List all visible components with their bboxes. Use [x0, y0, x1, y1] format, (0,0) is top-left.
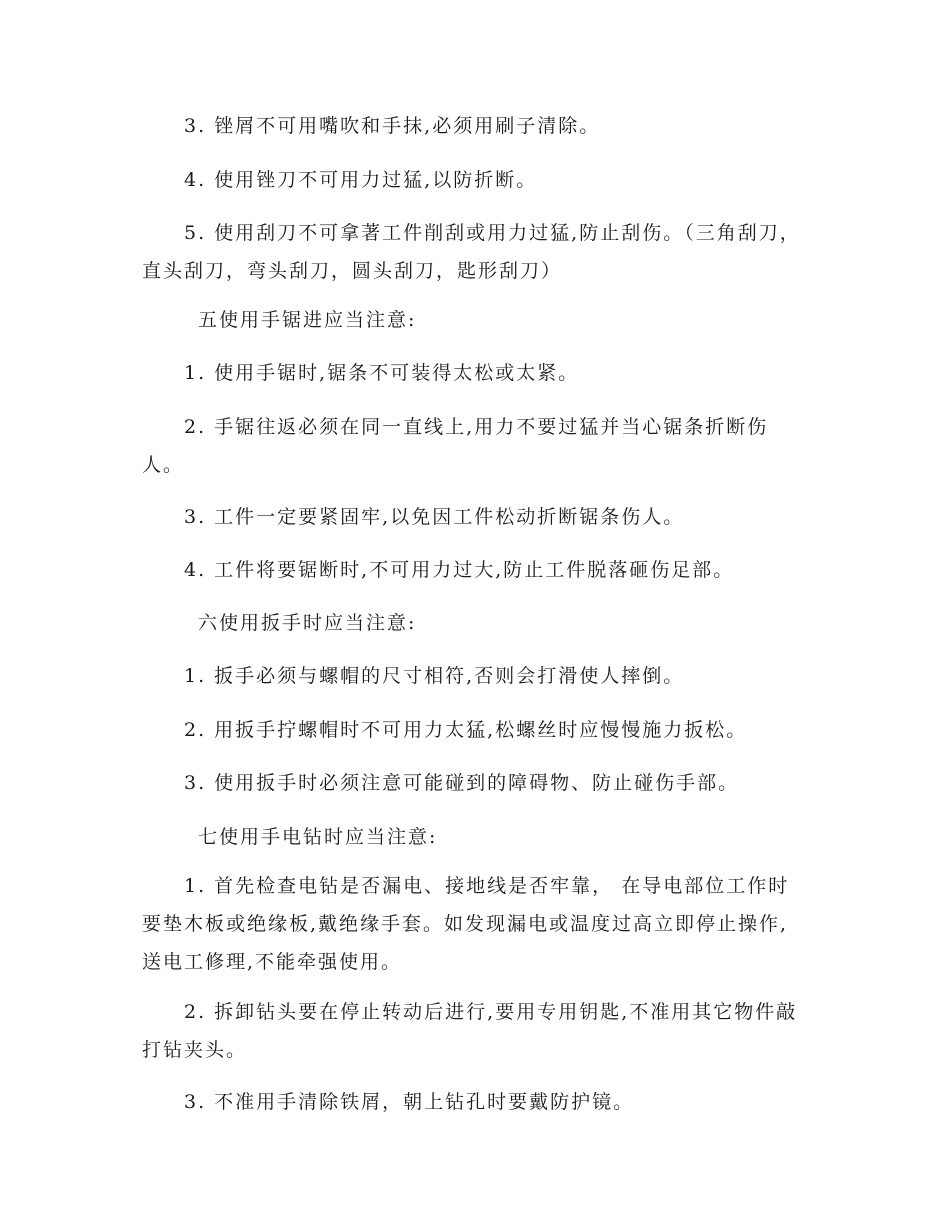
paragraph-filing-debris: 3. 锉屑不可用嘴吹和手抹,必须用刷子清除。 [184, 115, 601, 137]
paragraph-wrench-size: 1. 扳手必须与螺帽的尺寸相符,否则会打滑使人摔倒。 [184, 665, 685, 687]
paragraph-drill-inspection: 1. 首先检查电钻是否漏电、接地线是否牢靠， 在导电部位工作时要垫木板或绝缘板,戴绝缘手套。如发现漏电或温度过高立即停止操作,送电工修理,不能牵强使用。 [142, 875, 790, 973]
paragraph-wrench-obstacles: 3. 使用扳手时必须注意可能碰到的障碍物、防止碰伤手部。 [184, 772, 740, 794]
paragraph-saw-straight-line: 2. 手锯往返必须在同一直线上,用力不要过猛并当心锯条折断伤人。 [142, 416, 769, 476]
paragraph-saw-blade-tension: 1. 使用手锯时,锯条不可装得太松或太紧。 [184, 362, 580, 384]
paragraph-workpiece-cutoff: 4. 工件将要锯断时,不可用力过大,防止工件脱落砸伤足部。 [184, 559, 735, 581]
paragraph-drill-debris: 3. 不准用手清除铁屑，朝上钻孔时要戴防护镜。 [184, 1091, 635, 1113]
paragraph-file-force: 4. 使用锉刀不可用力过猛,以防折断。 [184, 169, 538, 191]
section-heading-electric-drill: 七使用手电钻时应当注意: [198, 826, 438, 848]
section-heading-hand-saw: 五使用手锯进应当注意: [198, 309, 417, 331]
paragraph-drill-bit-removal: 2. 拆卸钻头要在停止转动后进行,要用专用钥匙,不准用其它物件敲打钻夹头。 [142, 1001, 798, 1061]
paragraph-wrench-force: 2. 用扳手拧螺帽时不可用力太猛,松螺丝时应慢慢施力扳松。 [184, 719, 748, 741]
paragraph-workpiece-clamp: 3. 工件一定要紧固牢,以免因工件松动折断锯条伤人。 [184, 506, 685, 528]
section-heading-wrench: 六使用扳手时应当注意: [198, 612, 417, 634]
paragraph-scraper: 5. 使用刮刀不可拿著工件削刮或用力过猛,防止刮伤。（三角刮刀，直头刮刀，弯头刮刀，圆头刮刀，匙形刮刀） [142, 222, 801, 282]
